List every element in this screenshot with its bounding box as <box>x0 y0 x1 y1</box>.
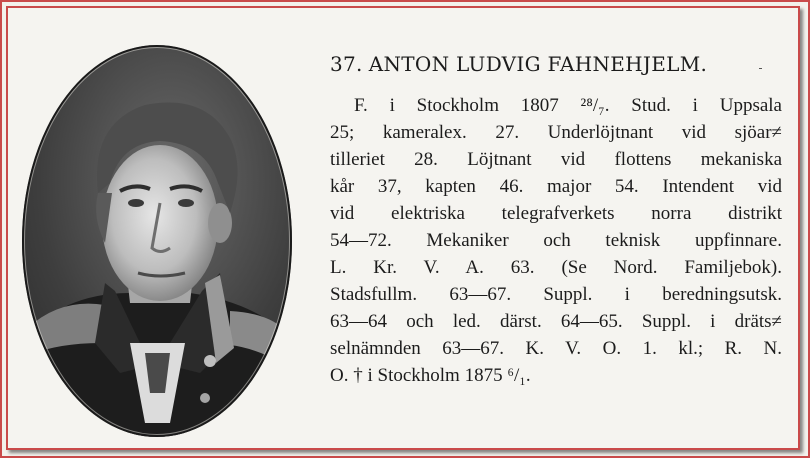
text-line: 63—64 och led. därst. 64—65. Suppl. i dräts≠ <box>330 311 782 332</box>
text-line: selnämnden 63—67. K. V. O. 1. kl.; R. N. <box>330 338 782 359</box>
text-line: O. † i Stockholm 1875 ⁶/₁. <box>330 365 531 386</box>
entry-title <box>330 52 782 76</box>
text-line: tilleriet 28. Löjtnant vid flottens mekaniska <box>330 149 782 170</box>
portrait-photo <box>20 43 294 439</box>
text-line: 54—72. Mekaniker och teknisk uppfinnare. <box>330 230 782 251</box>
print-speck <box>759 68 762 69</box>
text-line: L. Kr. V. A. 63. (Se Nord. Familjebok). <box>330 257 782 278</box>
entry-number: 37. <box>330 52 363 76</box>
entry-name: ANTON LUDVIG FAHNEHJELM. <box>368 52 708 76</box>
text-line: kår 37, kapten 46. major 54. Intendent vid <box>330 176 782 197</box>
text-line: F. i Stockholm 1807 ²⁸/₇. Stud. i Uppsala <box>354 95 782 116</box>
text-line: Stadsfullm. 63—67. Suppl. i beredningsutsk. <box>330 284 782 305</box>
text-line: vid elektriska telegrafverkets norra distrikt <box>330 203 782 224</box>
text-line: 25; kameralex. 27. Underlöjtnant vid sjöar≠ <box>330 122 782 143</box>
biography-entry <box>330 52 782 389</box>
